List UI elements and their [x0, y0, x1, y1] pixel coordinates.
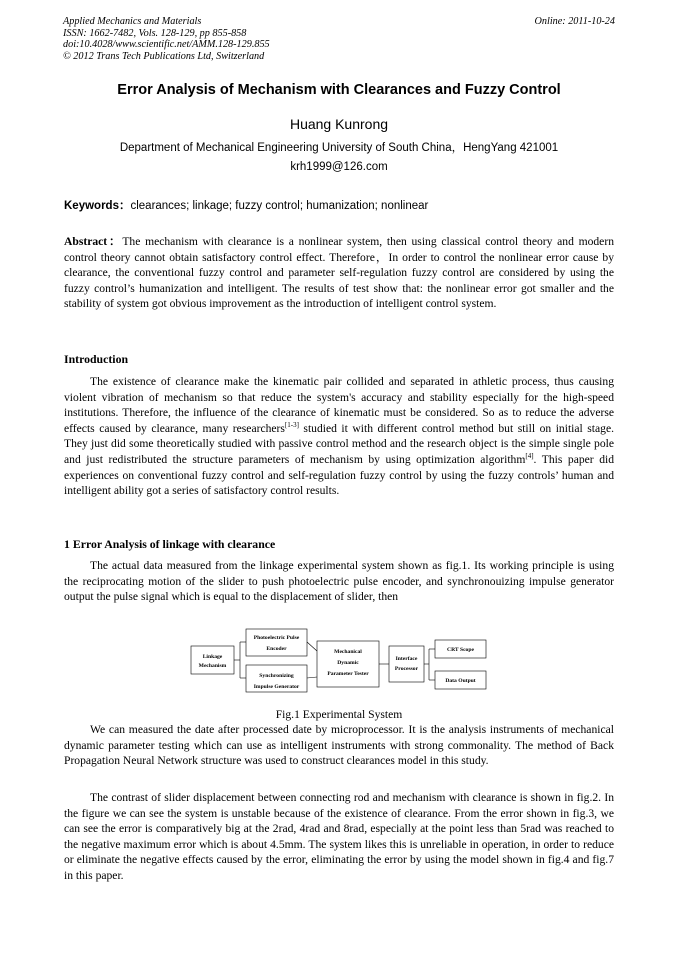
citation-1-3: [1-3] [284, 420, 299, 429]
intro-text-3: . This paper did experiences on conventional fuzzy control and self-regulation fuzzy control by using the fuzzy controls’ human and intelligent ability got a series of satisfactory control results. [64, 452, 615, 498]
fig-label-photo-1: Photoelectric Pulse [253, 635, 300, 641]
fig-label-sync-1: Synchronizing [259, 673, 294, 679]
fig-label-mech-1: Mechanical [334, 649, 362, 655]
fig-label-iface-2: Processor [394, 666, 419, 672]
introduction-paragraph [64, 374, 614, 499]
keywords [64, 197, 614, 213]
fig-label-mech-2: Dynamic [337, 660, 359, 666]
section1-paragraph-2: We can measured the date after processed date by microprocessor. It is the analysis instruments of mechanical dynamic parameter testing which can use as intelligent instruments with strong commonality. The method of Back Propagation Neural Network structure was used to construct clearances model in this study. [64, 723, 614, 768]
figure1-block-diagram [190, 627, 490, 693]
paper-title: Error Analysis of Mechanism with Clearances and Fuzzy Control [117, 82, 561, 98]
fig-label-iface-1: Interface [395, 656, 418, 662]
keywords-text: clearances; linkage; fuzzy control; humanization; nonlinear [130, 200, 429, 212]
fig-label-data-output: Data Output [445, 678, 476, 684]
affiliation: Department of Mechanical Engineering University of South China，HengYang 421001 [119, 142, 559, 154]
fig-label-linkage-2: Mechanism [198, 663, 227, 669]
online-date: Online: 2011-10-24 [534, 16, 615, 27]
page-header [63, 16, 615, 62]
intro-text-2: studied it with different control method but still on initial stage. They just did some theoretically studied with passive control method and the research object is the simple single pole and just redistributed the structure parameters of mechanism by using optimization algorithm [64, 421, 614, 466]
keywords-label: Keywords： [64, 200, 131, 212]
author-email: krh1999@126.com [290, 161, 388, 173]
fig-label-sync-2: Impulse Generator [253, 684, 300, 690]
abstract-label: Abstract： [64, 235, 123, 248]
fig-label-photo-2: Encoder [266, 646, 287, 652]
author-name: Huang Kunrong [289, 116, 389, 132]
fig-label-mech-3: Parameter Tester [327, 671, 369, 677]
section1-paragraph-3: The contrast of slider displacement between connecting rod and mechanism with clearance is shown in fig.2. In the figure we can see the system is unstable because of the existence of clearance. From the error shown in fig.3, we can see the error is comparatively big at the 2rad, 4rad and 8rad, especially at the point less than 5rad was reached to the negative maximum error which is about 4.5mm. The system likes this is unreliable in operation, in order to reduce or eliminate the negative effects caused by the error, eliminating the error by using the model shown in fig.4 and fig.7 in this paper. [64, 791, 614, 882]
citation-4: [4] [525, 452, 534, 461]
intro-text-1: The existence of clearance make the kinematic pair collided and separated in athletic process, thus causing violent vibration of mechanism so that reduce the system's accuracy and stability especially for the high-speed institutions. Therefore, the influence of the clearance of kinematic must be considered. So as to reduce the adverse effects caused by clearance, many researchers [64, 375, 614, 435]
journal-name: Applied Mechanics and Materials [63, 16, 202, 27]
section1-heading: 1 Error Analysis of linkage with clearance [64, 537, 276, 551]
fig-label-linkage-1: Linkage [202, 654, 223, 660]
section1-paragraph-1: The actual data measured from the linkage experimental system shown as fig.1. Its working principle is using the reciprocating motion of the slider to push photoelectric pulse encoder, and synchronouizing impulse generator output the pulse signal which is equal to the displacement of slider, then [64, 559, 614, 604]
block-linkage-mechanism [191, 646, 234, 674]
figure1-caption: Fig.1 Experimental System [275, 708, 403, 721]
abstract-text: The mechanism with clearance is a nonlinear system, then using classical control theory and modern control theory cannot obtain satisfactory control effect. Therefore，In order to control the nonlinear error cause by clearance, the conventional fuzzy control and parameter self-regulation fuzzy control are considered by using the fuzzy control’s humanization and intelligent. The results of test show that: the nonlinear error got smaller and the stability of system got obvious improvement as the introduction of intelligent control system. [64, 235, 614, 311]
doi-line: doi:10.4028/www.scientific.net/AMM.128-129.855 [63, 39, 270, 50]
introduction-heading: Introduction [64, 352, 129, 366]
copyright-line: © 2012 Trans Tech Publications Ltd, Switzerland [63, 50, 265, 62]
fig-label-crt: CRT Scope [447, 647, 474, 653]
block-interface-processor [389, 646, 424, 682]
abstract [64, 234, 614, 312]
issn-line: ISSN: 1662-7482, Vols. 128-129, pp 855-858 [63, 27, 247, 39]
